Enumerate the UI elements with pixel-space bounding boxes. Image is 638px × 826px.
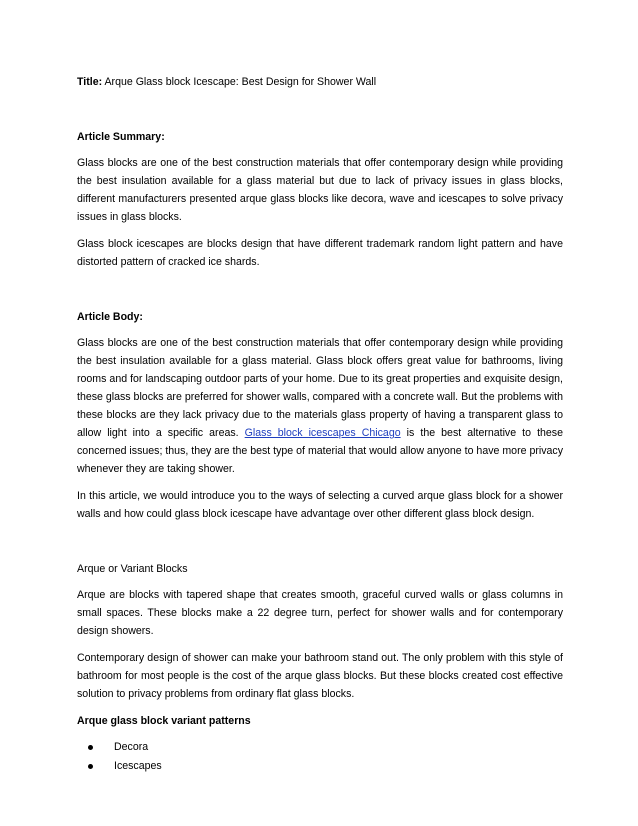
title-label: Title: — [77, 76, 103, 88]
pattern-decora: Decora — [114, 741, 149, 753]
arque-paragraph-2: Contemporary design of shower can make your bathroom stand out. The only problem with this style of bathroom for most people is the cost of the arque glass blocks. But these blocks created cost effective solution to privacy problems from ordinary flat glass blocks. — [77, 652, 563, 700]
spacer — [77, 91, 563, 128]
body-heading: Article Body: — [77, 311, 143, 323]
summary-heading: Article Summary: — [77, 131, 165, 143]
patterns-heading: Arque glass block variant patterns — [77, 715, 251, 727]
list-item — [88, 738, 563, 757]
body-paragraph-2: In this article, we would introduce you to the ways of selecting a curved arque glass block for a shower walls and how could glass block icescape have advantage over other different glass block design. — [77, 490, 563, 520]
summary-paragraph-1: Glass blocks are one of the best construction materials that offer contemporary design while providing the best insulation available for a glass material but due to lack of privacy issues in glass blocks, different manufacturers presented arque glass blocks like decora, wave and icescapes to solve privacy issues in glass blocks. — [77, 157, 563, 223]
body-paragraph-1 — [77, 334, 563, 478]
patterns-list — [77, 738, 563, 776]
document-title — [77, 73, 563, 91]
bullet-icon — [88, 745, 93, 750]
summary-paragraph-2: Glass block icescapes are blocks design that have different trademark random light pattern and have distorted pattern of cracked ice shards. — [77, 238, 563, 268]
arque-heading: Arque or Variant Blocks — [77, 563, 188, 575]
body-p1-text-after: is the best alternative to these concerned issues; thus, they are the best type of material that would allow anyone to have more privacy whenever they are taking shower. — [77, 427, 563, 475]
arque-paragraph-1: Arque are blocks with tapered shape that creates smooth, graceful curved walls or glass columns in small spaces. These blocks make a 22 degree turn, perfect for shower walls and for contemporary design showers. — [77, 589, 563, 637]
pattern-icescapes: Icescapes — [114, 760, 162, 772]
bullet-icon — [88, 764, 93, 769]
title-text: Arque Glass block Icescape: Best Design for Shower Wall — [102, 76, 377, 88]
body-p1-text-before: Glass blocks are one of the best construction materials that offer contemporary design while providing the best insulation available for a glass material. Glass block offers great value for bathrooms, living rooms and for landscaping outdoor parts of your home. Due to its great properties and exquisite design, these glass blocks are preferred for shower walls, compared with a concrete wall. But the problems with these blocks are they lack privacy due to the materials glass property of having a transparent glass to allow light into a specific areas. — [77, 337, 563, 439]
list-item — [88, 757, 563, 776]
glass-block-icescapes-chicago-link[interactable]: Glass block icescapes Chicago — [244, 427, 401, 439]
